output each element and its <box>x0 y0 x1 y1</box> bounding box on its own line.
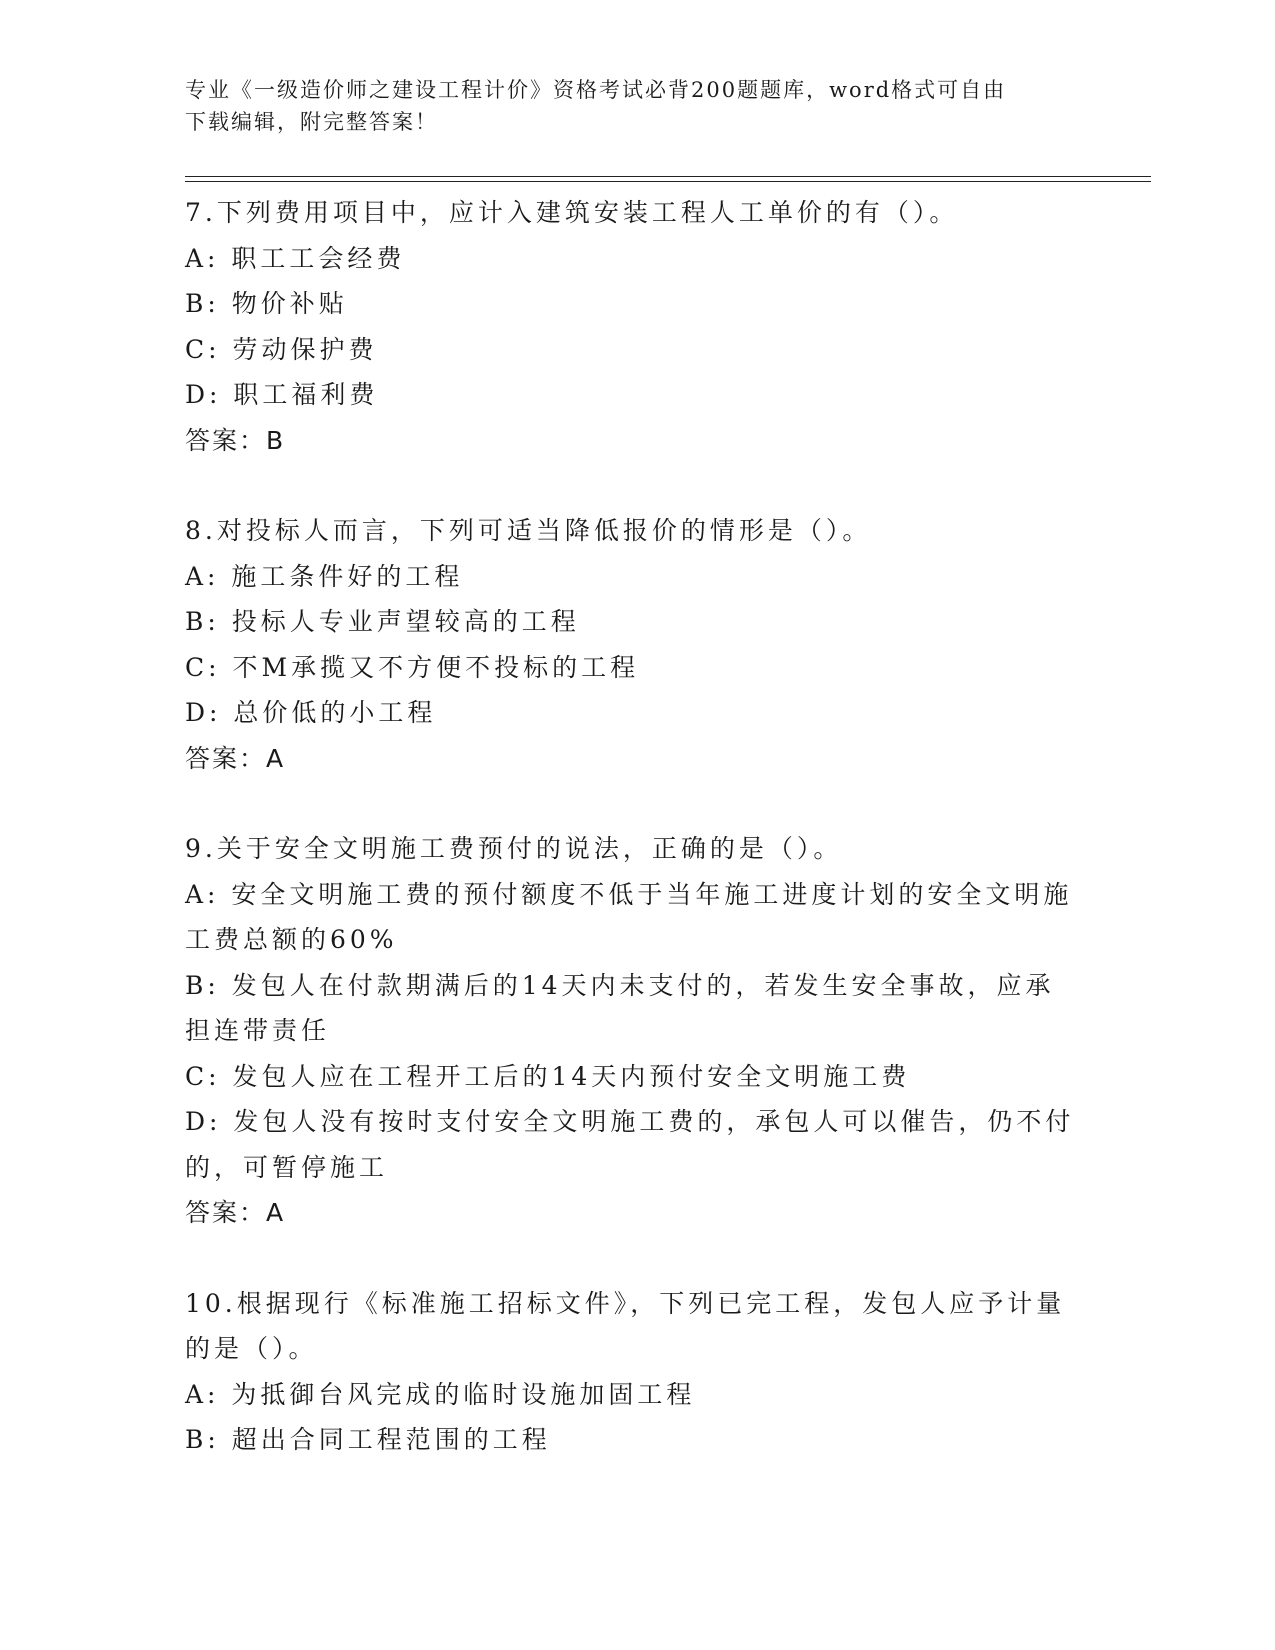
option-c: C: 发包人应在工程开工后的14天内预付安全文明施工费 <box>185 1061 911 1091</box>
option-a: A: 职工工会经费 <box>185 243 406 273</box>
option-a-continued: 工费总额的60% <box>185 925 398 954</box>
option-d-continued: 的，可暂停施工 <box>185 1152 389 1182</box>
option-b: B: 发包人在付款期满后的14天内未支付的，若发生安全事故，应承 <box>185 970 1055 1000</box>
answer: 答案：A <box>185 1198 286 1227</box>
header-divider-bottom <box>185 181 1151 182</box>
option-b: B: 超出合同工程范围的工程 <box>185 1425 551 1454</box>
option-d: D: 总价低的小工程 <box>185 698 437 727</box>
document-header <box>185 74 1065 138</box>
option-a: A: 施工条件好的工程 <box>185 561 464 591</box>
question-9 <box>185 826 1075 1236</box>
question-stem-continued: 的是（）。 <box>185 1334 318 1363</box>
option-b-continued: 担连带责任 <box>185 1016 331 1045</box>
question-stem: 10.根据现行《标准施工招标文件》，下列已完工程，发包人应予计量 <box>185 1288 1066 1318</box>
question-list <box>185 190 1075 1508</box>
option-d: D: 发包人没有按时支付安全文明施工费的，承包人可以催告，仍不付 <box>185 1107 1075 1136</box>
option-c: C: 劳动保护费 <box>185 334 378 364</box>
question-8 <box>185 508 1075 781</box>
header-line-2: 下载编辑，附完整答案！ <box>185 110 438 134</box>
answer: 答案：B <box>185 425 286 455</box>
option-b: B: 物价补贴 <box>185 289 348 318</box>
header-divider-top <box>185 176 1151 177</box>
question-7 <box>185 190 1075 463</box>
option-a: A: 为抵御台风完成的临时设施加固工程 <box>185 1379 696 1409</box>
question-stem: 9.关于安全文明施工费预付的说法，正确的是（）。 <box>185 834 843 863</box>
answer: 答案：A <box>185 743 286 773</box>
option-c: C: 不M承揽又不方便不投标的工程 <box>185 652 640 682</box>
question-10 <box>185 1281 1075 1463</box>
option-b: B: 投标人专业声望较高的工程 <box>185 607 580 636</box>
question-stem: 7.下列费用项目中，应计入建筑安装工程人工单价的有（）。 <box>185 198 959 227</box>
question-stem: 8.对投标人而言，下列可适当降低报价的情形是（）。 <box>185 516 872 545</box>
option-a: A: 安全文明施工费的预付额度不低于当年施工进度计划的安全文明施 <box>185 879 1073 909</box>
option-d: D: 职工福利费 <box>185 380 379 409</box>
header-line-1: 专业《一级造价师之建设工程计价》资格考试必背200题题库，word格式可自由 <box>185 78 1007 102</box>
